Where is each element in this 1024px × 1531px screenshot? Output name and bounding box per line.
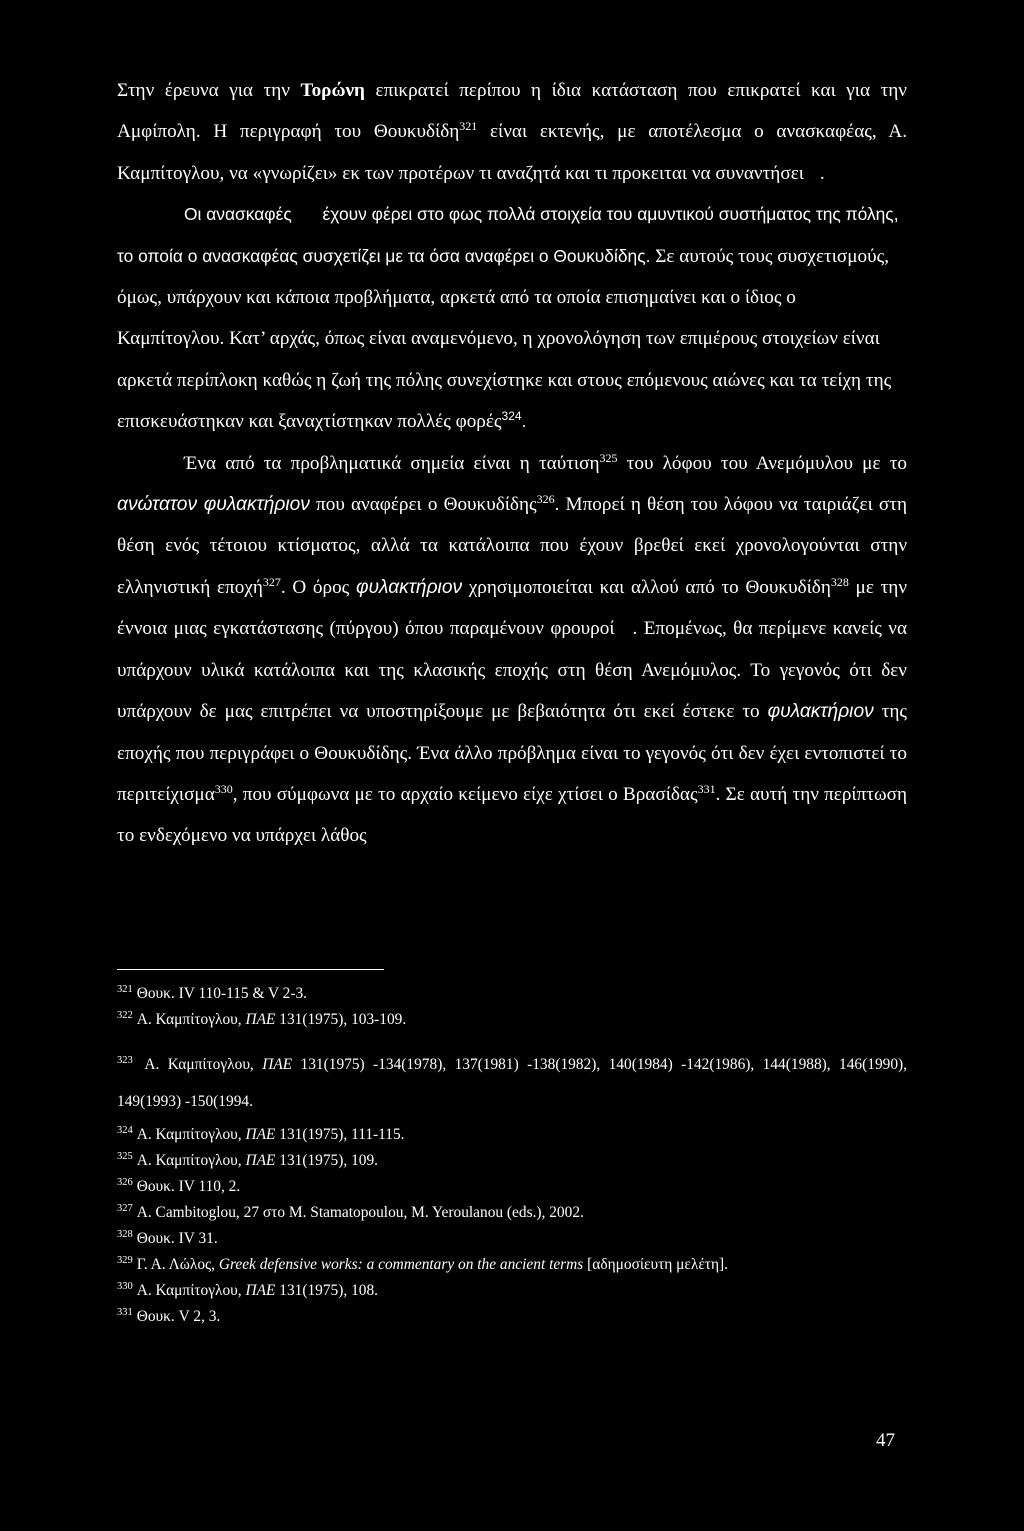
text-run: . Ο όρος [280,576,356,598]
text-run: . Σε αυτή την περίπτωση το ενδεχόμενο να υπάρχει λάθος [117,783,907,847]
footnote-number: 327 [117,1203,133,1214]
footnote-number: 325 [117,1151,133,1162]
footnote-321 [117,981,907,1007]
footnote-text: Α. Καμπίτογλου, [136,1126,246,1143]
text-run: . [521,411,527,432]
footnote-ref-328[interactable]: 328 [830,574,849,589]
text-run: είναι εκτενής, με αποτέλεσμα ο ανασκαφέας, Α. Καμπίτογλου, να «γνωρίζει» εκ των προτέρων τι αναζητά και τι προκειται να συναντήσει [117,121,907,184]
text-run: επικρατεί περίπου η ίδια κατάσταση που επικρατεί και για την Αμφίπολη. Η περιγραφή του Θουκυδίδη [117,80,907,143]
footnote-number: 321 [117,984,133,995]
footnote-325 [117,1148,907,1174]
footnote-italic: Greek defensive works: a commentary on the ancient terms [218,1256,584,1273]
footnote-327 [117,1200,907,1226]
footnote-italic: ΠΑΕ [262,1056,293,1073]
footnote-324 [117,1122,907,1148]
footnote-ref-331[interactable]: 331 [697,781,716,796]
footnote-text: Θουκ. V 2, 3. [136,1308,221,1325]
paragraph-torone-intro [117,70,907,194]
footnote-328 [117,1226,907,1252]
footnotes [117,981,907,1330]
footnote-text: Θουκ. IV 110-115 & V 2-3. [136,985,308,1002]
footnote-ref-324[interactable]: 324 [501,409,522,424]
footnote-ref-327[interactable]: 327 [262,574,281,589]
footnote-ref-330[interactable]: 330 [214,781,233,796]
footnote-text: 131(1975), 109. [275,1152,379,1169]
footnote-italic: ΠΑΕ [245,1282,276,1299]
italic-term: ανώτατον φυλακτήριον [117,494,310,516]
footnote-text: Θουκ. IV 31. [136,1230,218,1247]
footnote-329 [117,1252,907,1278]
footnote-326 [117,1174,907,1200]
footnote-331 [117,1304,907,1330]
footnote-322 [117,1007,907,1033]
footnote-number: 330 [117,1281,133,1292]
italic-term: φυλακτήριον [355,576,463,598]
text-run: Ένα από τα προβληματικά σημεία είναι η ταύτιση [184,452,600,474]
footnote-text: 131(1975), 108. [275,1282,379,1299]
footnote-italic: ΠΑΕ [245,1011,276,1028]
footnote-text: Α. Καμπίτογλου, [136,1011,246,1028]
text-run: Οι ανασκαφές [184,204,292,225]
footnote-number: 323 [117,1055,133,1066]
text-run: . [819,162,825,184]
footnote-330 [117,1278,907,1304]
footnote-text: 131(1975) -134(1978), 137(1981) -138(1982), 140(1984) -142(1986), 144(1988), 146(1990), 149(1993) -150(1994. [117,1056,908,1110]
footnote-text: 131(1975), 103-109. [275,1011,407,1028]
footnote-separator [117,969,384,970]
page-number: 47 [876,1430,895,1451]
footnote-number: 322 [117,1010,133,1021]
text-run: του λόφου του Ανεμόμυλου με το [617,452,907,474]
footnote-text: Θουκ. IV 110, 2. [136,1178,241,1195]
text-run: . Επομένως, θα περίμενε κανείς να υπάρχουν υλικά κατάλοιπα και της κλασικής εποχής στη θέση Ανεμόμυλος. Το γεγονός ότι δεν υπάρχουν δε μας επιτρέπει να υποστηρίξουμε με βεβαιότητα ότι εκεί έστεκε το [117,618,907,723]
paragraph-excavations [117,194,907,442]
main-text [117,70,907,857]
text-run: της εποχής που περιγράφει ο Θουκυδίδης. Ένα άλλο πρόβλημα είναι το γεγονός ότι δεν έχει εντοπιστεί το περιτείχισμα [117,701,907,805]
bold-term-torone: Τορώνη [300,80,365,101]
text-run: . Μπορεί η θέση του λόφου να ταιριάζει στη θέση ενός τέτοιου κτίσματος, αλλά τα κατάλοιπα που έχουν βρεθεί εκεί χρονολογούνται στην ελληνιστική εποχή [117,494,907,598]
footnote-number: 331 [117,1307,133,1318]
text-run: με την έννοια μιας εγκατάστασης (πύργου) όπου παραμένουν φρουροί [117,576,908,640]
paragraph-anemomylos [117,443,907,857]
footnote-text: Α. Καμπίτογλου, [136,1152,246,1169]
footnote-text: Α. Καμπίτογλου, [144,1056,263,1073]
footnote-number: 326 [117,1177,133,1188]
footnote-number: 329 [117,1255,133,1266]
text-run: , που σύμφωνα με το αρχαίο κείμενο είχε χτίσει ο Βρασίδας [232,783,698,805]
text-run: έχουν φέρει στο φως πολλά στοιχεία του αμυντικού συστήματος της πόλης, το οποία ο ανασκαφέας συσχετίζει με τα όσα αναφέρει ο Θουκυδίδης. [117,204,899,266]
footnote-italic: ΠΑΕ [245,1152,276,1169]
footnote-text: [αδημοσίευτη μελέτη]. [583,1256,729,1273]
text-run: χρησιμοποιείται και αλλού από το Θουκυδίδη [462,576,831,598]
footnote-text: A. Cambitoglou, 27 στο M. Stamatopoulou, M. Yeroulanou (eds.), 2002. [136,1204,584,1221]
footnote-number: 324 [117,1125,133,1136]
footnote-ref-321[interactable]: 321 [459,119,478,134]
footnote-text: Α. Καμπίτογλου, [136,1282,246,1299]
footnote-323 [117,1046,907,1120]
footnote-number: 328 [117,1229,133,1240]
footnote-ref-326[interactable]: 326 [536,492,555,507]
footnote-italic: ΠΑΕ [245,1126,276,1143]
text-run: που αναφέρει ο Θουκυδίδης [309,494,537,516]
text-run: Σε αυτούς τους συσχετισμούς, όμως, υπάρχουν και κάποια προβλήματα, αρκετά από τα οποία επισημαίνει και ο ίδιος ο Καμπίτογλου. Κατ’ αρχάς, όπως είναι αναμενόμενο, η χρονολόγηση των επιμέρους στοιχείων είναι αρκετά περίπλοκη καθώς η ζωή της πόλης συνεχίστηκε και στους επόμενους αιώνες και τα τείχη της επισκευάστηκαν και ξαναχτίστηκαν πολλές φορές [117,245,892,433]
footnote-text: Γ. Α. Λώλος, [136,1256,219,1273]
text-run: Στην έρευνα για την [117,80,301,101]
italic-term: φυλακτήριον [767,701,874,723]
footnote-text: 131(1975), 111-115. [275,1126,405,1143]
footnote-ref-325[interactable]: 325 [599,450,618,465]
